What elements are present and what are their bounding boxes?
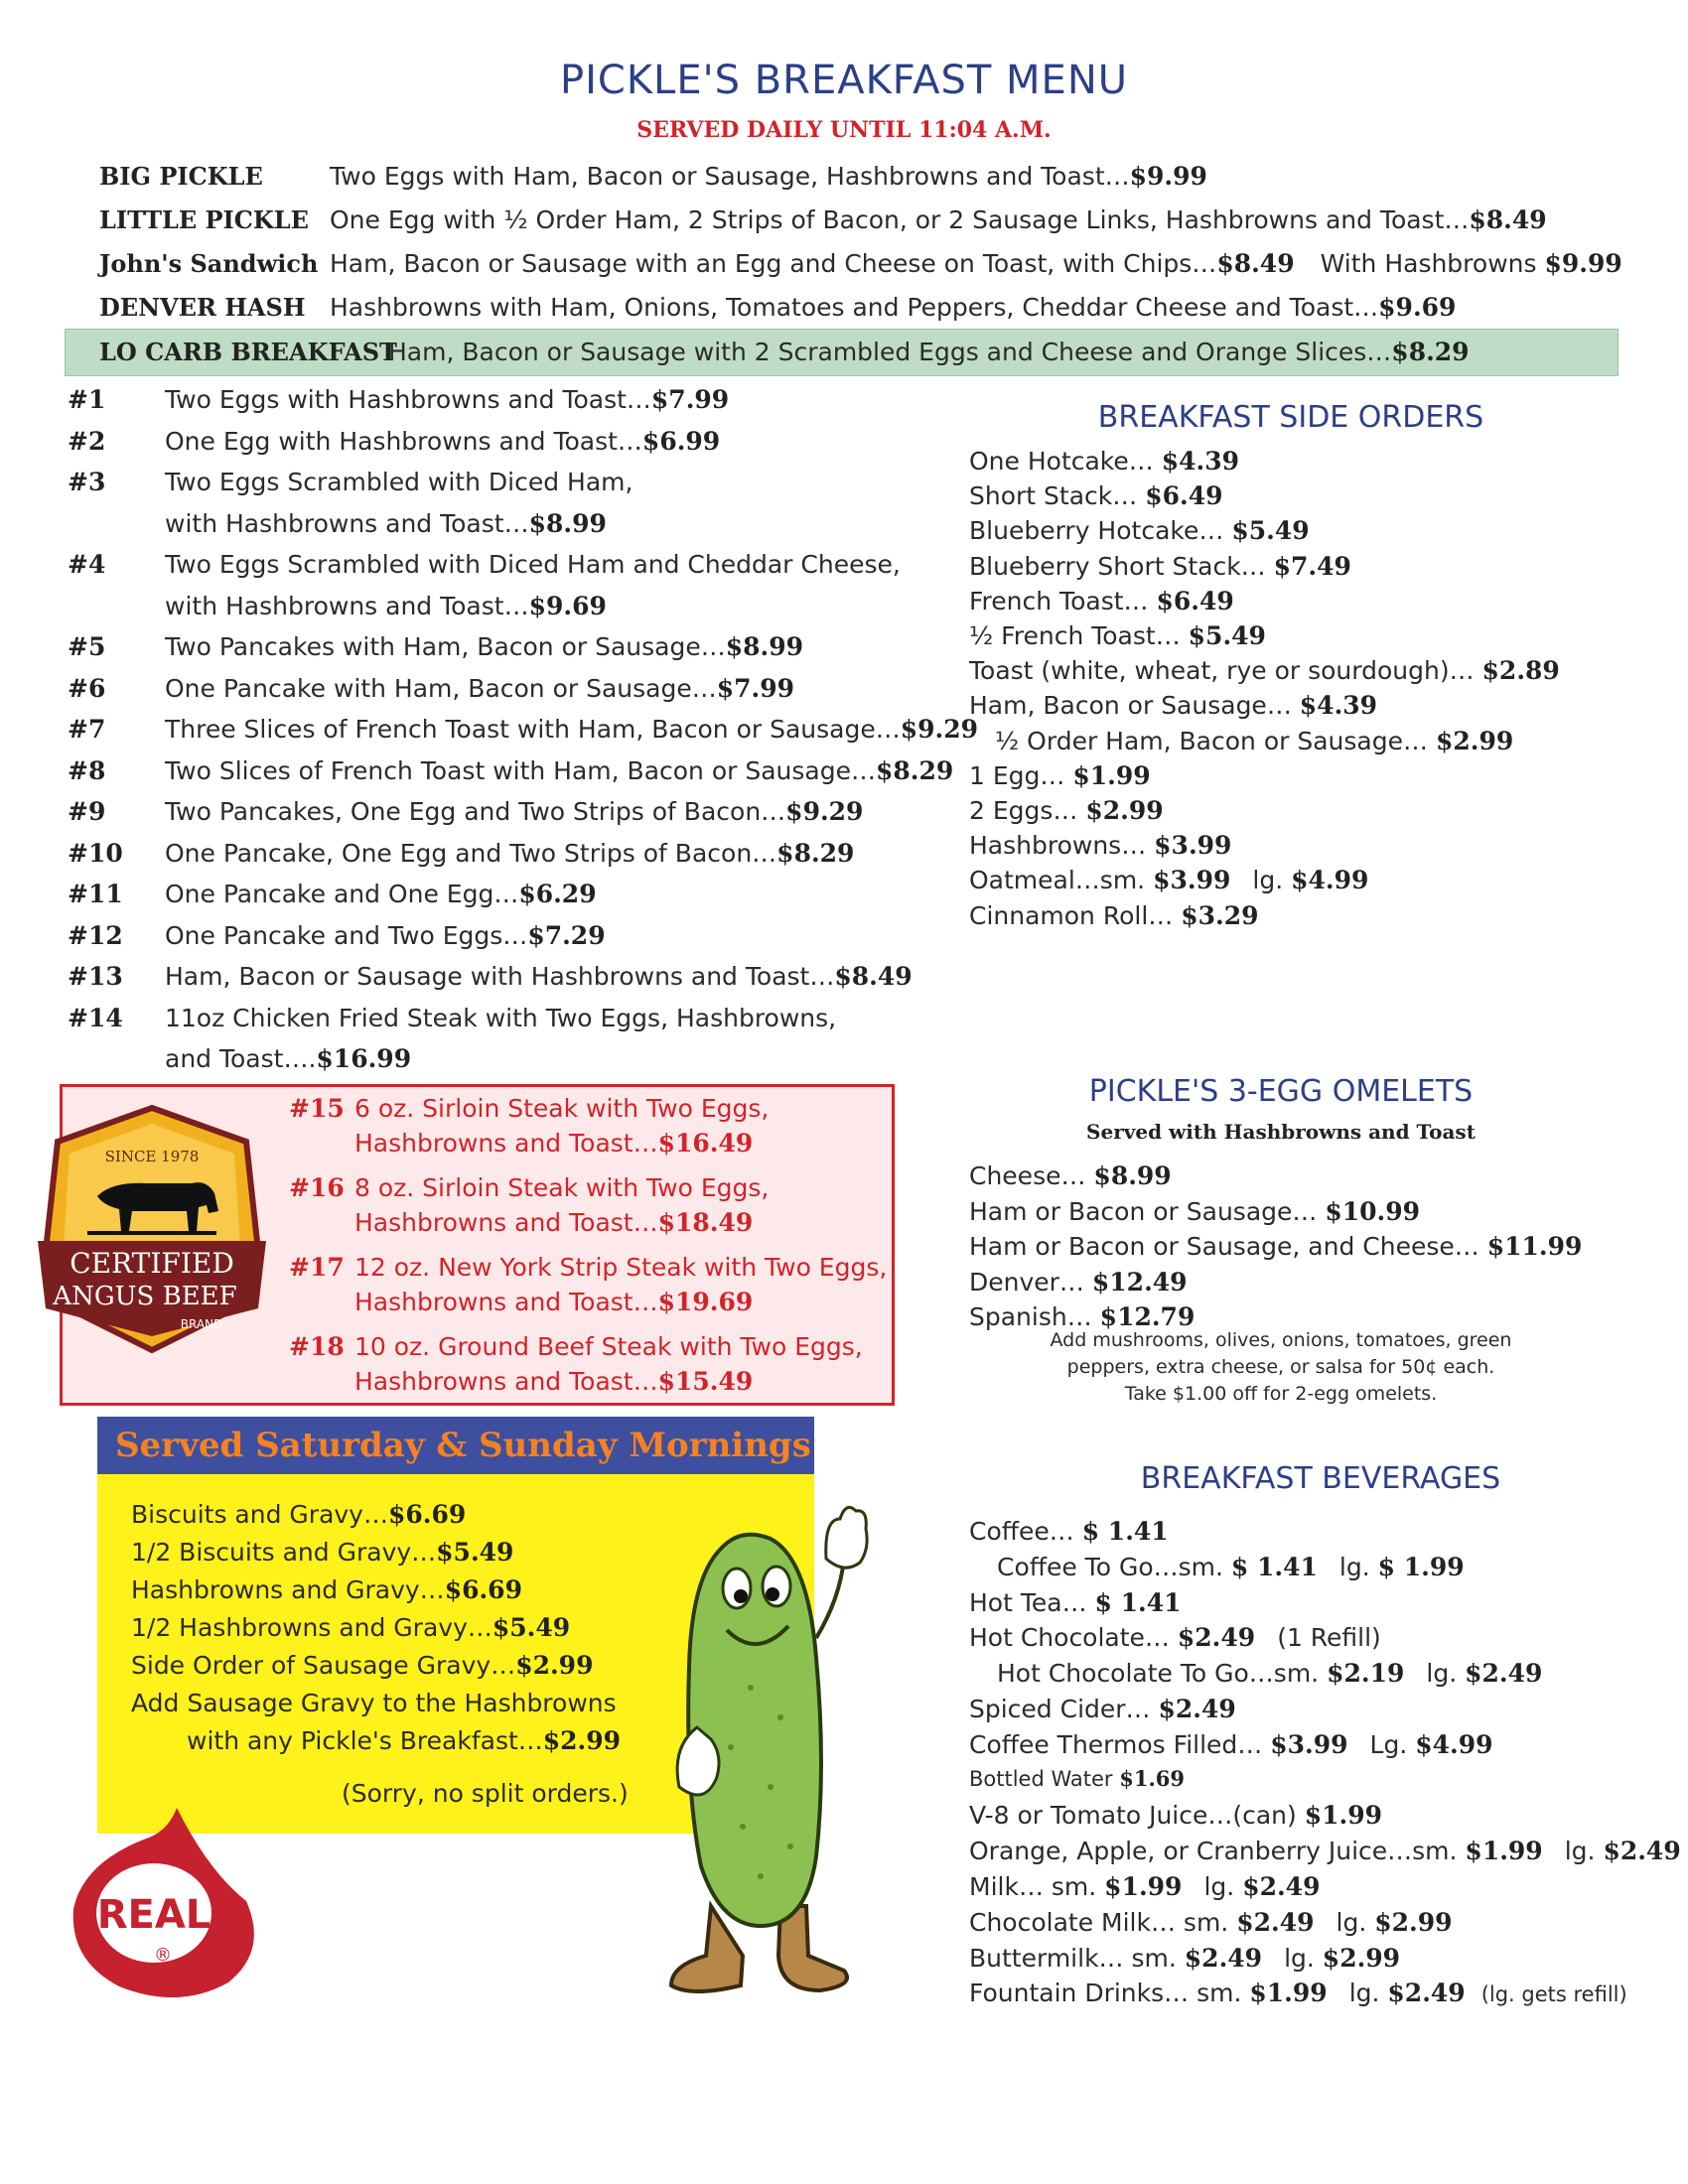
certified-angus-beef-logo — [28, 1102, 276, 1356]
beverages-item — [969, 1944, 1400, 1973]
item-price: $5.49 — [1231, 516, 1310, 546]
item-desc: Two Eggs Scrambled with Diced Ham and Cheddar Cheese, — [165, 550, 901, 579]
steak-item-line2 — [354, 1367, 753, 1396]
steak-desc: 10 oz. Ground Beef Steak with Two Eggs, — [354, 1332, 863, 1361]
weekend-item — [131, 1500, 466, 1529]
item-price: $12.79 — [1099, 1302, 1196, 1331]
logo-line2: ANGUS BEEF — [53, 1282, 237, 1311]
item-number: #1 — [68, 385, 106, 414]
item-number: #5 — [68, 632, 106, 661]
item-price: $6.49 — [1145, 481, 1223, 511]
item-text: 1 Egg… — [969, 760, 1065, 790]
item-price: $2.49 — [1184, 1943, 1263, 1973]
pickle-mascot-illustration — [632, 1489, 870, 2005]
side_orders-item — [969, 866, 1368, 894]
real-logo-mark: ® — [154, 1945, 172, 1966]
item-text: Bottled Water — [969, 1766, 1113, 1791]
beverages-item — [969, 1695, 1236, 1723]
item-text: Coffee… — [969, 1517, 1074, 1546]
page-title: PICKLE'S BREAKFAST MENU — [559, 58, 1129, 103]
item-price: $2.99 — [1085, 796, 1164, 825]
item-price: $9.29 — [785, 797, 864, 826]
item-desc: Two Slices of French Toast with Ham, Bacon or Sausage… — [165, 755, 876, 785]
item-price: $7.99 — [716, 673, 795, 703]
steak-number: #17 — [289, 1253, 345, 1282]
real-logo-text: REAL — [96, 1892, 211, 1938]
item-price: $1.99 — [1249, 1979, 1328, 2008]
item-price: $1.99 — [1072, 760, 1151, 790]
steak-item-line2 — [354, 1288, 753, 1316]
item-text: Milk… sm. — [969, 1872, 1097, 1901]
weekend-item — [131, 1575, 522, 1604]
item-price2: $4.99 — [1415, 1729, 1493, 1759]
item-desc-line — [165, 427, 720, 456]
item-price: $3.99 — [1154, 831, 1232, 861]
item-text: Hot Chocolate To Go…sm. — [997, 1659, 1320, 1689]
item-price: $8.49 — [834, 962, 913, 991]
item-text: 1/2 Biscuits and Gravy… — [131, 1538, 437, 1567]
item-text2: lg. — [1336, 1907, 1367, 1937]
item-desc-line — [165, 1044, 411, 1073]
item-number: #3 — [68, 468, 106, 496]
item-text: Coffee Thermos Filled… — [969, 1729, 1263, 1759]
steak-price: $19.69 — [657, 1288, 754, 1316]
item-price: $3.99 — [1270, 1729, 1348, 1759]
item-desc: One Pancake and One Egg… — [165, 880, 519, 908]
item-text: Ham or Bacon or Sausage… — [969, 1196, 1318, 1226]
special-price: $8.49 — [1469, 205, 1547, 234]
beverages-item — [997, 1659, 1542, 1688]
side_orders-item — [969, 831, 1231, 860]
lowcarb-banner — [65, 329, 1618, 376]
item-price: $1.99 — [1304, 1801, 1383, 1831]
item-text: with any Pickle's Breakfast… — [187, 1726, 543, 1755]
lowcarb-name: LO CARB BREAKFAST — [99, 338, 397, 366]
special-extra: With Hashbrowns — [1320, 249, 1537, 278]
item-price: $16.99 — [316, 1044, 412, 1073]
item-text: Orange, Apple, or Cranberry Juice…sm. — [969, 1837, 1458, 1866]
item-price2: $2.49 — [1465, 1659, 1543, 1689]
item-text: Ham or Bacon or Sausage, and Cheese… — [969, 1232, 1479, 1261]
item-desc-line — [165, 468, 633, 496]
item-price: $3.99 — [1153, 866, 1231, 895]
item-desc: Ham, Bacon or Sausage with Hashbrowns and Toast… — [165, 962, 835, 991]
item-price: $1.99 — [1104, 1872, 1183, 1901]
omelet-note: Add mushrooms, olives, onions, tomatoes, green — [1050, 1329, 1512, 1351]
item-number: #13 — [68, 962, 123, 991]
item-price: $1.99 — [1465, 1837, 1543, 1866]
item-desc: with Hashbrowns and Toast… — [165, 508, 529, 538]
item-desc-line — [165, 962, 913, 991]
item-text2: lg. — [1564, 1837, 1596, 1866]
item-text: Blueberry Hotcake… — [969, 516, 1224, 546]
steak-desc: Hashbrowns and Toast… — [354, 1208, 658, 1237]
omelets-item — [969, 1161, 1172, 1190]
item-desc: Two Eggs Scrambled with Diced Ham, — [165, 468, 633, 496]
special-desc: Ham, Bacon or Sausage with an Egg and Cheese on Toast, with Chips… — [330, 249, 1217, 278]
side_orders-item — [969, 656, 1560, 685]
steak-desc: Hashbrowns and Toast… — [354, 1288, 658, 1316]
side_orders-item — [969, 447, 1239, 476]
item-price: $7.29 — [527, 920, 606, 950]
item-price2: $2.99 — [1374, 1907, 1453, 1937]
steak-desc: 12 oz. New York Strip Steak with Two Eggs, — [354, 1253, 888, 1282]
item-text: Hashbrowns… — [969, 831, 1147, 861]
omelets-item — [969, 1302, 1195, 1331]
weekend-note: (Sorry, no split orders.) — [342, 1779, 629, 1808]
item-price: $6.69 — [387, 1500, 467, 1529]
special-price: $9.69 — [1378, 293, 1457, 322]
item-desc-line — [165, 550, 901, 579]
item-text: Ham, Bacon or Sausage… — [969, 691, 1292, 721]
beverages-item — [969, 1517, 1169, 1546]
item-price: $8.99 — [1093, 1161, 1172, 1190]
item-desc-line — [165, 592, 607, 620]
item-price: $10.99 — [1325, 1196, 1421, 1226]
item-text2: lg. — [1284, 1943, 1315, 1973]
item-desc: Two Pancakes, One Egg and Two Strips of Bacon… — [165, 797, 786, 826]
special-desc: Hashbrowns with Ham, Onions, Tomatoes and Peppers, Cheddar Cheese and Toast… — [330, 293, 1379, 322]
omelets-subheading: Served with Hashbrowns and Toast — [1086, 1120, 1476, 1144]
side_orders-item — [969, 481, 1223, 510]
special-name: BIG PICKLE — [99, 162, 263, 191]
item-text: Denver… — [969, 1267, 1084, 1297]
real-seal-logo — [60, 1802, 278, 2000]
item-price: $ 1.41 — [1094, 1587, 1182, 1617]
special-desc: One Egg with ½ Order Ham, 2 Strips of Bacon, or 2 Sausage Links, Hashbrowns and Toast… — [330, 205, 1470, 234]
item-number: #4 — [68, 550, 106, 579]
side_orders-item — [969, 691, 1377, 720]
item-text: Cinnamon Roll… — [969, 900, 1174, 930]
item-text2: lg. — [1338, 1552, 1370, 1581]
item-price: $1.69 — [1119, 1765, 1186, 1791]
item-text: Spanish… — [969, 1302, 1092, 1331]
item-desc: One Pancake, One Egg and Two Strips of Bacon… — [165, 838, 777, 868]
steak-price: $16.49 — [657, 1129, 754, 1158]
item-desc-line — [165, 921, 606, 950]
item-text: ½ French Toast… — [969, 621, 1181, 650]
item-price: $ 1.41 — [1081, 1517, 1169, 1546]
omelet-note: peppers, extra cheese, or salsa for 50¢ each. — [1066, 1356, 1495, 1378]
item-price: $8.29 — [776, 838, 855, 868]
beverages-item — [969, 1837, 1681, 1865]
page-subtitle: SERVED DAILY UNTIL 11:04 A.M. — [636, 117, 1052, 143]
item-number: #8 — [68, 755, 106, 785]
item-text: 1/2 Hashbrowns and Gravy… — [131, 1613, 492, 1642]
item-price: $6.49 — [1156, 586, 1234, 615]
beverages-item — [969, 1908, 1453, 1937]
side_orders-item — [969, 552, 1351, 581]
item-text: Hashbrowns and Gravy… — [131, 1575, 445, 1604]
special-desc: Two Eggs with Ham, Bacon or Sausage, Hashbrowns and Toast… — [330, 162, 1130, 191]
beverages-item — [997, 1553, 1465, 1581]
special-price: $9.99 — [1129, 162, 1207, 191]
item-price: $9.69 — [528, 591, 607, 620]
item-text3: (lg. gets refill) — [1480, 1982, 1627, 2007]
item-number: #6 — [68, 673, 106, 703]
item-price: $6.29 — [518, 880, 597, 908]
item-desc-line — [165, 509, 607, 538]
steak-desc: 8 oz. Sirloin Steak with Two Eggs, — [354, 1173, 770, 1202]
omelets-item — [969, 1268, 1188, 1297]
steak-item-line2 — [354, 1208, 753, 1237]
item-number: #14 — [68, 1003, 123, 1032]
item-text: Spiced Cider… — [969, 1695, 1151, 1723]
item-text: Coffee To Go…sm. — [997, 1552, 1223, 1581]
beverages-item — [969, 1979, 1627, 2007]
item-desc-line — [165, 632, 803, 661]
item-price: $2.89 — [1481, 656, 1560, 686]
item-text: One Hotcake… — [969, 447, 1154, 476]
beverages-item — [969, 1801, 1382, 1830]
item-text2: lg. — [1426, 1659, 1458, 1689]
item-text: 2 Eggs… — [969, 796, 1078, 825]
steak-price: $18.49 — [657, 1208, 754, 1237]
special-name: John's Sandwich — [99, 249, 319, 278]
item-desc-line — [165, 797, 863, 826]
side_orders-item — [969, 901, 1259, 930]
item-desc: with Hashbrowns and Toast… — [165, 591, 529, 620]
side_orders-item — [969, 587, 1234, 615]
item-text: Oatmeal…sm. — [969, 866, 1146, 895]
item-price: $2.99 — [1435, 726, 1514, 755]
weekend-heading: Served Saturday & Sunday Mornings — [115, 1426, 811, 1465]
item-number: #11 — [68, 880, 123, 908]
item-price: $5.49 — [1188, 621, 1266, 650]
item-price: $5.49 — [436, 1538, 514, 1567]
item-text: Hot Tea… — [969, 1587, 1087, 1617]
steak-number: #16 — [289, 1173, 345, 1202]
item-text: Toast (white, wheat, rye or sourdough)… — [969, 656, 1475, 686]
beverages-item — [969, 1623, 1381, 1652]
omelet-note: Take $1.00 off for 2-egg omelets. — [1124, 1383, 1438, 1405]
side_orders-item — [969, 761, 1151, 790]
omelets-item — [969, 1232, 1582, 1261]
item-desc-line — [165, 715, 978, 744]
item-text: Blueberry Short Stack… — [969, 551, 1266, 581]
item-text: Fountain Drinks… sm. — [969, 1979, 1242, 2008]
item-price2: $2.49 — [1242, 1872, 1321, 1901]
item-price: $2.49 — [1177, 1623, 1256, 1653]
item-number: #9 — [68, 797, 106, 826]
item-price: $7.49 — [1273, 551, 1351, 581]
item-desc: One Egg with Hashbrowns and Toast… — [165, 426, 642, 456]
item-desc: One Pancake with Ham, Bacon or Sausage… — [165, 673, 717, 703]
item-text2: (1 Refill) — [1277, 1623, 1381, 1653]
item-desc-line — [165, 385, 729, 414]
item-text: Side Order of Sausage Gravy… — [131, 1651, 516, 1680]
special-extra-price: $9.99 — [1544, 249, 1622, 278]
side_orders-item — [969, 621, 1266, 650]
weekend-item — [131, 1613, 570, 1642]
item-price: $8.29 — [876, 755, 954, 785]
logo-line1: CERTIFIED — [70, 1247, 234, 1280]
item-desc-line — [165, 674, 794, 703]
item-price: $ 1.41 — [1230, 1552, 1318, 1581]
item-price: $4.39 — [1161, 447, 1240, 476]
item-price: $2.49 — [1236, 1907, 1315, 1937]
item-desc: and Toast…. — [165, 1044, 317, 1073]
item-desc-line — [165, 756, 953, 785]
side_orders-item — [995, 727, 1513, 755]
steak-desc: Hashbrowns and Toast… — [354, 1367, 658, 1396]
item-number: #2 — [68, 426, 106, 456]
beverages-item — [969, 1588, 1182, 1617]
item-text: Chocolate Milk… sm. — [969, 1907, 1229, 1937]
lowcarb-desc: Ham, Bacon or Sausage with 2 Scrambled Eggs and Cheese and Orange Slices… — [388, 338, 1392, 366]
beverages-item — [969, 1730, 1493, 1759]
weekend-item — [131, 1689, 617, 1717]
item-text: Hot Chocolate… — [969, 1623, 1170, 1653]
item-text2: lg. — [1348, 1979, 1380, 2008]
item-price2: $2.49 — [1387, 1979, 1466, 2008]
item-price: $2.99 — [542, 1726, 622, 1755]
logo-since: SINCE 1978 — [104, 1148, 200, 1165]
side_orders-item — [969, 516, 1310, 545]
item-number: #10 — [68, 838, 123, 868]
item-price2: $ 1.99 — [1377, 1552, 1465, 1581]
steak-item-line2 — [354, 1129, 753, 1158]
item-price: $4.39 — [1299, 691, 1378, 721]
item-number: #7 — [68, 715, 106, 744]
beverages-item — [969, 1766, 1185, 1791]
item-text: Buttermilk… sm. — [969, 1943, 1177, 1973]
item-price: $7.99 — [650, 385, 730, 414]
item-text2: lg. — [1203, 1872, 1235, 1901]
item-price: $2.19 — [1327, 1659, 1405, 1689]
lowcarb-price: $8.29 — [1391, 338, 1470, 366]
item-text2: lg. — [1252, 866, 1284, 895]
weekend-item — [187, 1726, 621, 1755]
item-desc: Two Pancakes with Ham, Bacon or Sausage… — [165, 632, 726, 661]
item-price: $5.49 — [492, 1613, 571, 1642]
side_orders-item — [969, 796, 1164, 825]
item-text: Add Sausage Gravy to the Hashbrowns — [131, 1689, 617, 1717]
item-price: $2.99 — [515, 1651, 594, 1680]
logo-brand: BRAND — [180, 1317, 223, 1331]
item-price: $11.99 — [1486, 1232, 1583, 1261]
special-price: $8.49 — [1216, 249, 1295, 278]
steak-number: #15 — [289, 1094, 345, 1123]
omelets-heading: PICKLE'S 3-EGG OMELETS — [1088, 1074, 1474, 1109]
item-price2: $2.99 — [1322, 1943, 1401, 1973]
item-text: Short Stack… — [969, 481, 1138, 511]
steak-desc: 6 oz. Sirloin Steak with Two Eggs, — [354, 1094, 770, 1123]
item-price: $6.99 — [641, 426, 721, 456]
special-name: LITTLE PICKLE — [99, 205, 309, 234]
steak-price: $15.49 — [657, 1367, 754, 1396]
item-text2: Lg. — [1369, 1729, 1408, 1759]
weekend-header — [97, 1417, 814, 1474]
side-orders-heading: BREAKFAST SIDE ORDERS — [1097, 400, 1484, 435]
item-desc-line — [165, 1004, 836, 1032]
item-desc: 11oz Chicken Fried Steak with Two Eggs, Hashbrowns, — [165, 1003, 837, 1032]
item-text: French Toast… — [969, 586, 1149, 615]
steak-number: #18 — [289, 1332, 345, 1361]
item-price2: $4.99 — [1291, 866, 1369, 895]
item-desc-line — [165, 880, 597, 908]
item-desc: One Pancake and Two Eggs… — [165, 920, 528, 950]
weekend-item — [131, 1538, 513, 1567]
item-text: Cheese… — [969, 1161, 1086, 1190]
omelets-item — [969, 1197, 1420, 1226]
weekend-item — [131, 1651, 593, 1680]
item-price: $6.69 — [444, 1575, 522, 1604]
beverages-item — [969, 1872, 1320, 1901]
special-name: DENVER HASH — [99, 293, 306, 322]
item-text: ½ Order Ham, Bacon or Sausage… — [995, 726, 1428, 755]
item-text: Biscuits and Gravy… — [131, 1500, 388, 1529]
item-number: #12 — [68, 920, 123, 950]
item-desc-line — [165, 839, 854, 868]
item-price: $3.29 — [1181, 900, 1259, 930]
item-price: $2.49 — [1158, 1695, 1236, 1723]
item-price: $12.49 — [1091, 1267, 1188, 1297]
item-price: $8.99 — [725, 632, 804, 661]
item-price2: $2.49 — [1603, 1837, 1681, 1866]
item-desc: Two Eggs with Hashbrowns and Toast… — [165, 385, 651, 414]
steak-desc: Hashbrowns and Toast… — [354, 1129, 658, 1158]
beverages-heading: BREAKFAST BEVERAGES — [1140, 1461, 1501, 1496]
item-desc: Three Slices of French Toast with Ham, Bacon or Sausage… — [165, 715, 901, 744]
item-price: $8.99 — [528, 508, 607, 538]
item-price: $9.29 — [900, 715, 979, 744]
item-text: V-8 or Tomato Juice…(can) — [969, 1801, 1297, 1831]
